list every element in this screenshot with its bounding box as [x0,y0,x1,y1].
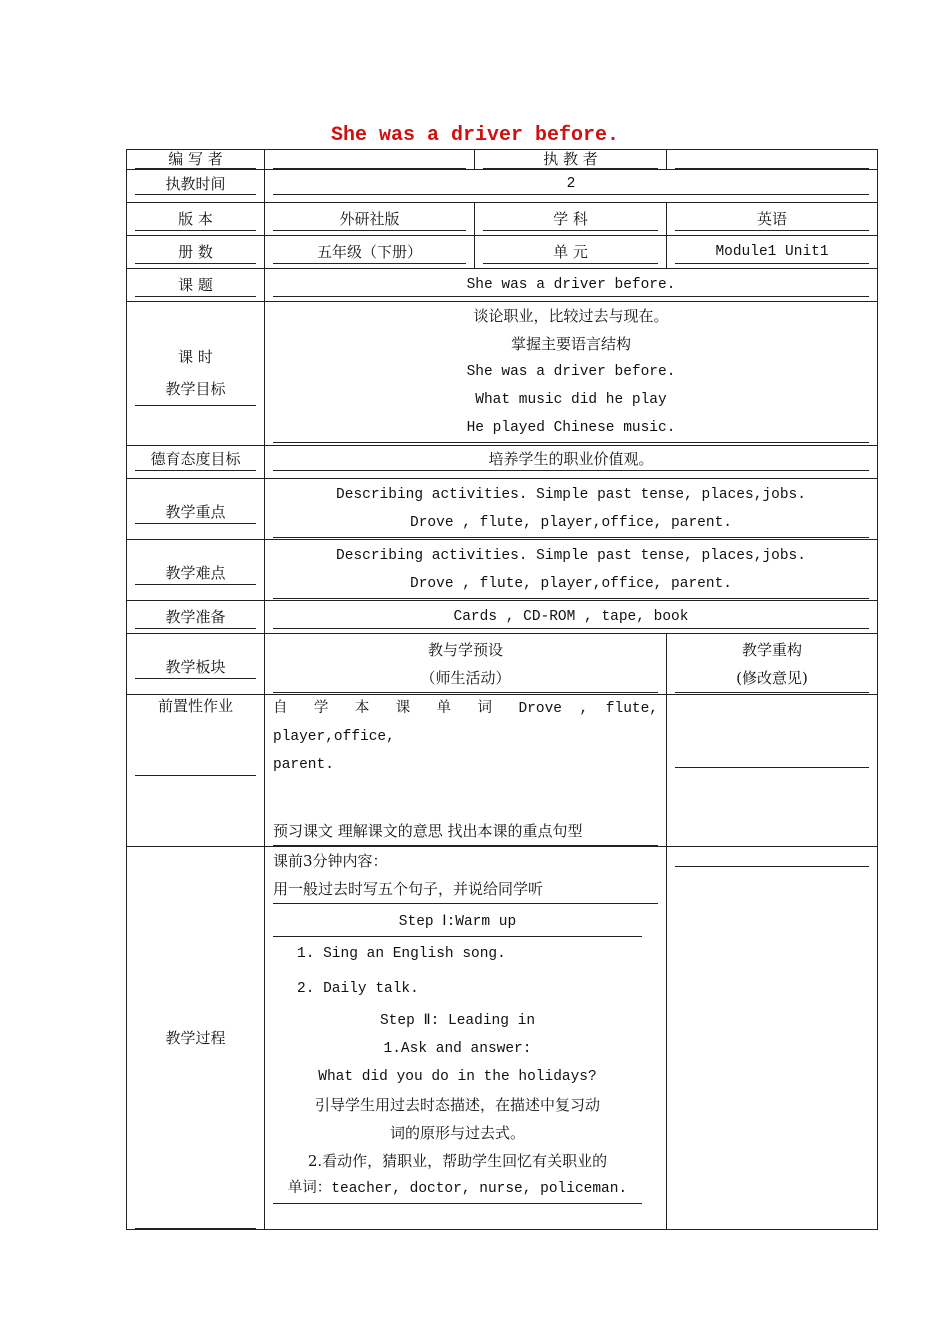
process-line: Step Ⅱ: Leading in [379,1013,536,1029]
process-line: 1. Sing an English song. [297,946,506,962]
row-objectives [127,302,878,446]
moral-value: 培养学生的职业价值观。 [273,448,869,471]
objective-line: What music did he play [475,392,667,408]
author-label: 编 写 者 [135,150,256,169]
difficulty-line: Describing activities. Simple past tense, places,jobs. [336,547,806,564]
topic-label: 课 题 [135,274,256,297]
key-point-line: Describing activities. Simple past tense, places,jobs. [336,486,806,503]
modules-label: 教学板块 [135,656,256,679]
volume-label: 册 数 [135,241,256,264]
prehomework-line: parent. [273,757,334,773]
teacher-value [675,150,869,169]
prehomework-line: 自 学 本 课 单 词 Drove , flute, player,office, [273,701,658,745]
edition-label: 版 本 [135,208,256,231]
plan-column-title: 教与学预设 [427,640,503,659]
row-author [127,150,878,170]
row-key-points [127,479,878,540]
process-line: 词的原形与过去式。 [389,1124,525,1142]
subject-label: 学 科 [483,208,658,231]
row-edition [127,203,878,236]
objective-line: He played Chinese music. [466,420,676,436]
prehomework-line: 预习课文 理解课文的意思 找出本课的重点句型 [273,817,658,846]
process-line: 用一般过去时写五个句子，并说给同学听 [273,875,658,904]
period-label: 课 时 [178,348,213,366]
process-line: What did you do in the holidays? [318,1069,597,1085]
row-time [127,170,878,203]
row-process [127,847,878,1230]
process-line: 1.Ask and answer: [383,1041,532,1057]
process-line: 2.看动作，猜职业，帮助学生回忆有关职业的 [307,1152,608,1170]
document-title: She was a driver before. [330,124,620,147]
prep-value: Cards , CD-ROM , tape, book [273,606,869,629]
row-prehomework [127,695,878,847]
unit-label: 单 元 [483,241,658,264]
plan-column-subtitle: （师生活动） [420,668,511,687]
row-moral [127,446,878,479]
row-volume [127,236,878,269]
lesson-plan-table [126,149,878,1230]
prep-label: 教学准备 [135,606,256,629]
prehomework-revision-field [675,695,869,768]
row-topic [127,269,878,302]
objective-line: 掌握主要语言结构 [510,335,631,353]
difficulty-line: Drove , flute, player,office, parent. [410,575,732,592]
objective-line: She was a driver before. [466,364,676,380]
objective-line: 谈论职业，比较过去与现在。 [473,307,669,325]
objectives-label: 教学目标 [165,380,226,398]
volume-value: 五年级（下册） [273,241,466,264]
process-revision-field [675,847,869,867]
row-difficulties [127,540,878,601]
subject-value: 英语 [675,208,869,231]
process-label: 教学过程 [165,1029,226,1047]
process-line: 课前3分钟内容： [273,852,388,870]
unit-value: Module1 Unit1 [675,241,869,264]
process-line: 2. Daily talk. [297,981,419,997]
moral-label: 德育态度目标 [135,448,256,471]
row-modules [127,634,878,695]
key-point-line: Drove , flute, player,office, parent. [410,514,732,531]
edition-value: 外研社版 [273,208,466,231]
time-value: 2 [273,174,869,195]
prehomework-label: 前置性作业 [135,695,256,776]
revision-column-title: 教学重构 [741,640,802,659]
time-label: 执教时间 [135,174,256,195]
process-line: 单词：teacher, doctor, nurse, policeman. [273,1175,642,1204]
teacher-label: 执 教 者 [483,150,658,169]
topic-value: She was a driver before. [273,274,869,297]
revision-column-subtitle: (修改意见) [736,668,808,687]
process-line: 引导学生用过去时态描述，在描述中复习动 [314,1096,600,1114]
row-prep [127,601,878,634]
key-points-label: 教学重点 [135,501,256,524]
author-value [273,150,466,169]
process-line: Step Ⅰ:Warm up [273,904,642,937]
difficulties-label: 教学难点 [135,562,256,585]
